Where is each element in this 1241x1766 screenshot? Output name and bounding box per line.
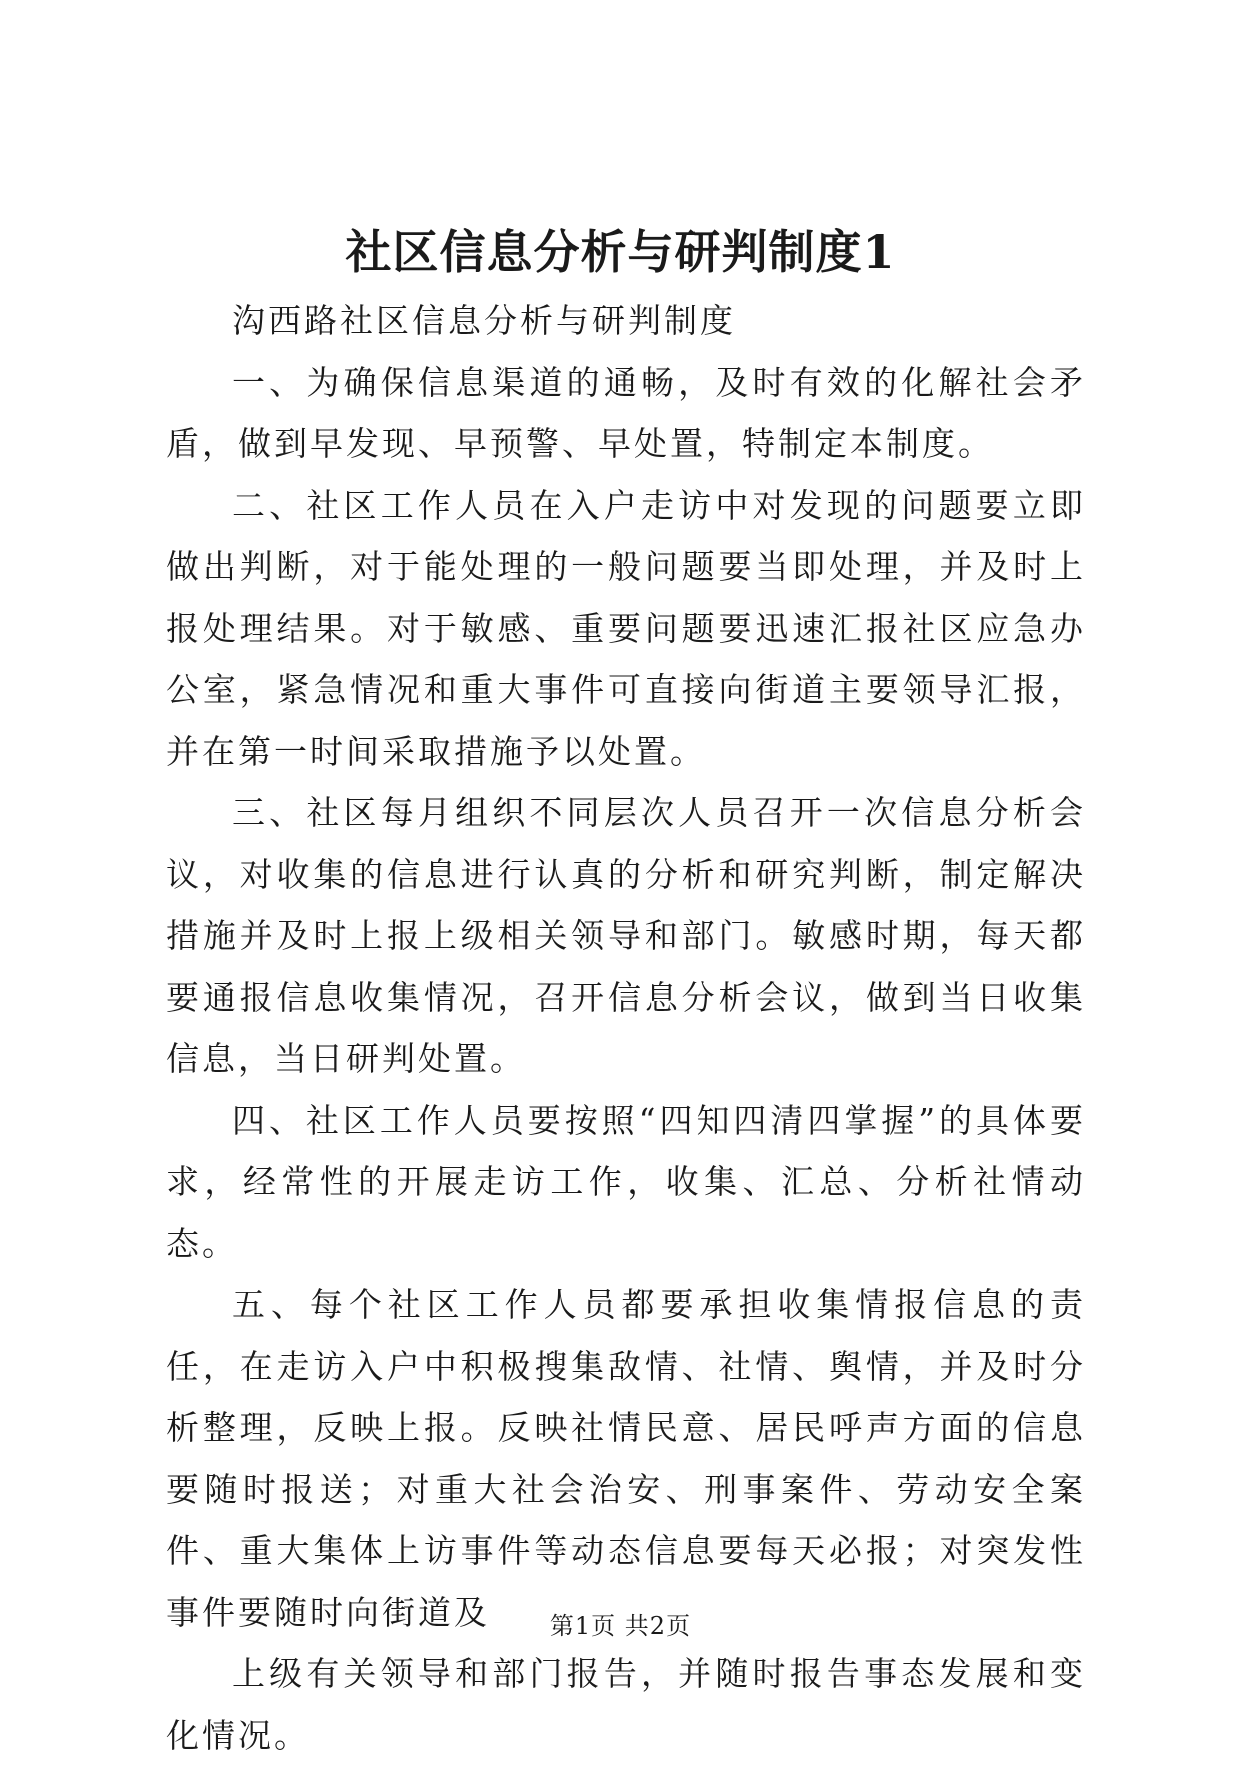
paragraph-4: 四、社区工作人员要按照“四知四清四掌握”的具体要求，经常性的开展走访工作，收集、汇总、分析社情动态。 — [166, 1100, 1086, 1263]
page-number-footer: 第1页 共2页 — [549, 1612, 692, 1640]
paragraph-3: 三、社区每月组织不同层次人员召开一次信息分析会议，对收集的信息进行认真的分析和研究判断，制定解决措施并及时上报上级相关领导和部门。敏感时期，每天都要通报信息收集情况，召开信息分析会议，做到当日收集信息，当日研判处置。 — [166, 793, 1086, 1078]
document-body — [166, 290, 1086, 1766]
paragraph-1: 一、为确保信息渠道的通畅，及时有效的化解社会矛盾，做到早发现、早预警、早处置，特制定本制度。 — [166, 362, 1086, 463]
document-title: 社区信息分析与研判制度1 — [345, 225, 896, 279]
paragraph-2: 二、社区工作人员在入户走访中对发现的问题要立即做出判断，对于能处理的一般问题要当即处理，并及时上报处理结果。对于敏感、重要问题要迅速汇报社区应急办公室，紧急情况和重大事件可直接向街道主要领导汇报，并在第一时间采取措施予以处置。 — [166, 485, 1086, 771]
paragraph-5: 五、每个社区工作人员都要承担收集情报信息的责任，在走访入户中积极搜集敌情、社情、舆情，并及时分析整理，反映上报。反映社情民意、居民呼声方面的信息要随时报送；对重大社会治安、刑事案件、劳动安全案件、重大集体上访事件等动态信息要每天必报；对突发性事件要随时向街道及 — [166, 1285, 1086, 1632]
paragraph-6: 上级有关领导和部门报告，并随时报告事态发展和变化情况。 — [166, 1654, 1086, 1755]
subtitle-paragraph: 沟西路社区信息分析与研判制度 — [232, 301, 736, 340]
